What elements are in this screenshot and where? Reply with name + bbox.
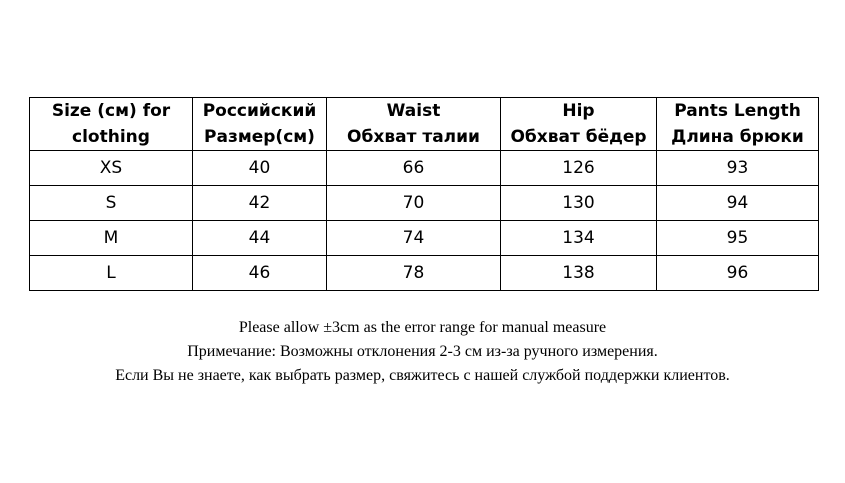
table-row bbox=[30, 186, 819, 221]
header-row bbox=[30, 98, 819, 151]
table-row bbox=[30, 256, 819, 291]
header-waist: Waist Обхват талии bbox=[327, 98, 501, 151]
note-error-range-en: Please allow ±3cm as the error range for manual measure bbox=[238, 319, 607, 336]
cell-waist: 66 bbox=[327, 151, 501, 186]
cell-waist: 74 bbox=[327, 221, 501, 256]
header-size: Size (см) for clothing bbox=[30, 98, 193, 151]
cell-waist: 78 bbox=[327, 256, 501, 291]
cell-russian-size: 46 bbox=[193, 256, 327, 291]
cell-hip: 134 bbox=[501, 221, 657, 256]
cell-hip: 130 bbox=[501, 186, 657, 221]
cell-hip: 138 bbox=[501, 256, 657, 291]
cell-pants-length: 94 bbox=[657, 186, 819, 221]
cell-russian-size: 42 bbox=[193, 186, 327, 221]
cell-pants-length: 96 bbox=[657, 256, 819, 291]
cell-waist: 70 bbox=[327, 186, 501, 221]
table-row bbox=[30, 221, 819, 256]
cell-pants-length: 93 bbox=[657, 151, 819, 186]
cell-russian-size: 40 bbox=[193, 151, 327, 186]
header-hip: Hip Обхват бёдер bbox=[501, 98, 657, 151]
size-chart-table bbox=[29, 97, 819, 291]
table-row bbox=[30, 151, 819, 186]
cell-size: S bbox=[30, 186, 193, 221]
measurement-notes bbox=[0, 316, 845, 388]
cell-hip: 126 bbox=[501, 151, 657, 186]
cell-pants-length: 95 bbox=[657, 221, 819, 256]
header-russian-size: Российский Размер(см) bbox=[193, 98, 327, 151]
note-error-range-ru: Примечание: Возможны отклонения 2-3 см из-за ручного измерения. bbox=[187, 343, 658, 360]
header-pants-length: Pants Length Длина брюки bbox=[657, 98, 819, 151]
cell-size: XS bbox=[30, 151, 193, 186]
cell-size: L bbox=[30, 256, 193, 291]
cell-russian-size: 44 bbox=[193, 221, 327, 256]
cell-size: M bbox=[30, 221, 193, 256]
note-contact-support: Если Вы не знаете, как выбрать размер, свяжитесь с нашей службой поддержки клиентов. bbox=[115, 367, 730, 384]
